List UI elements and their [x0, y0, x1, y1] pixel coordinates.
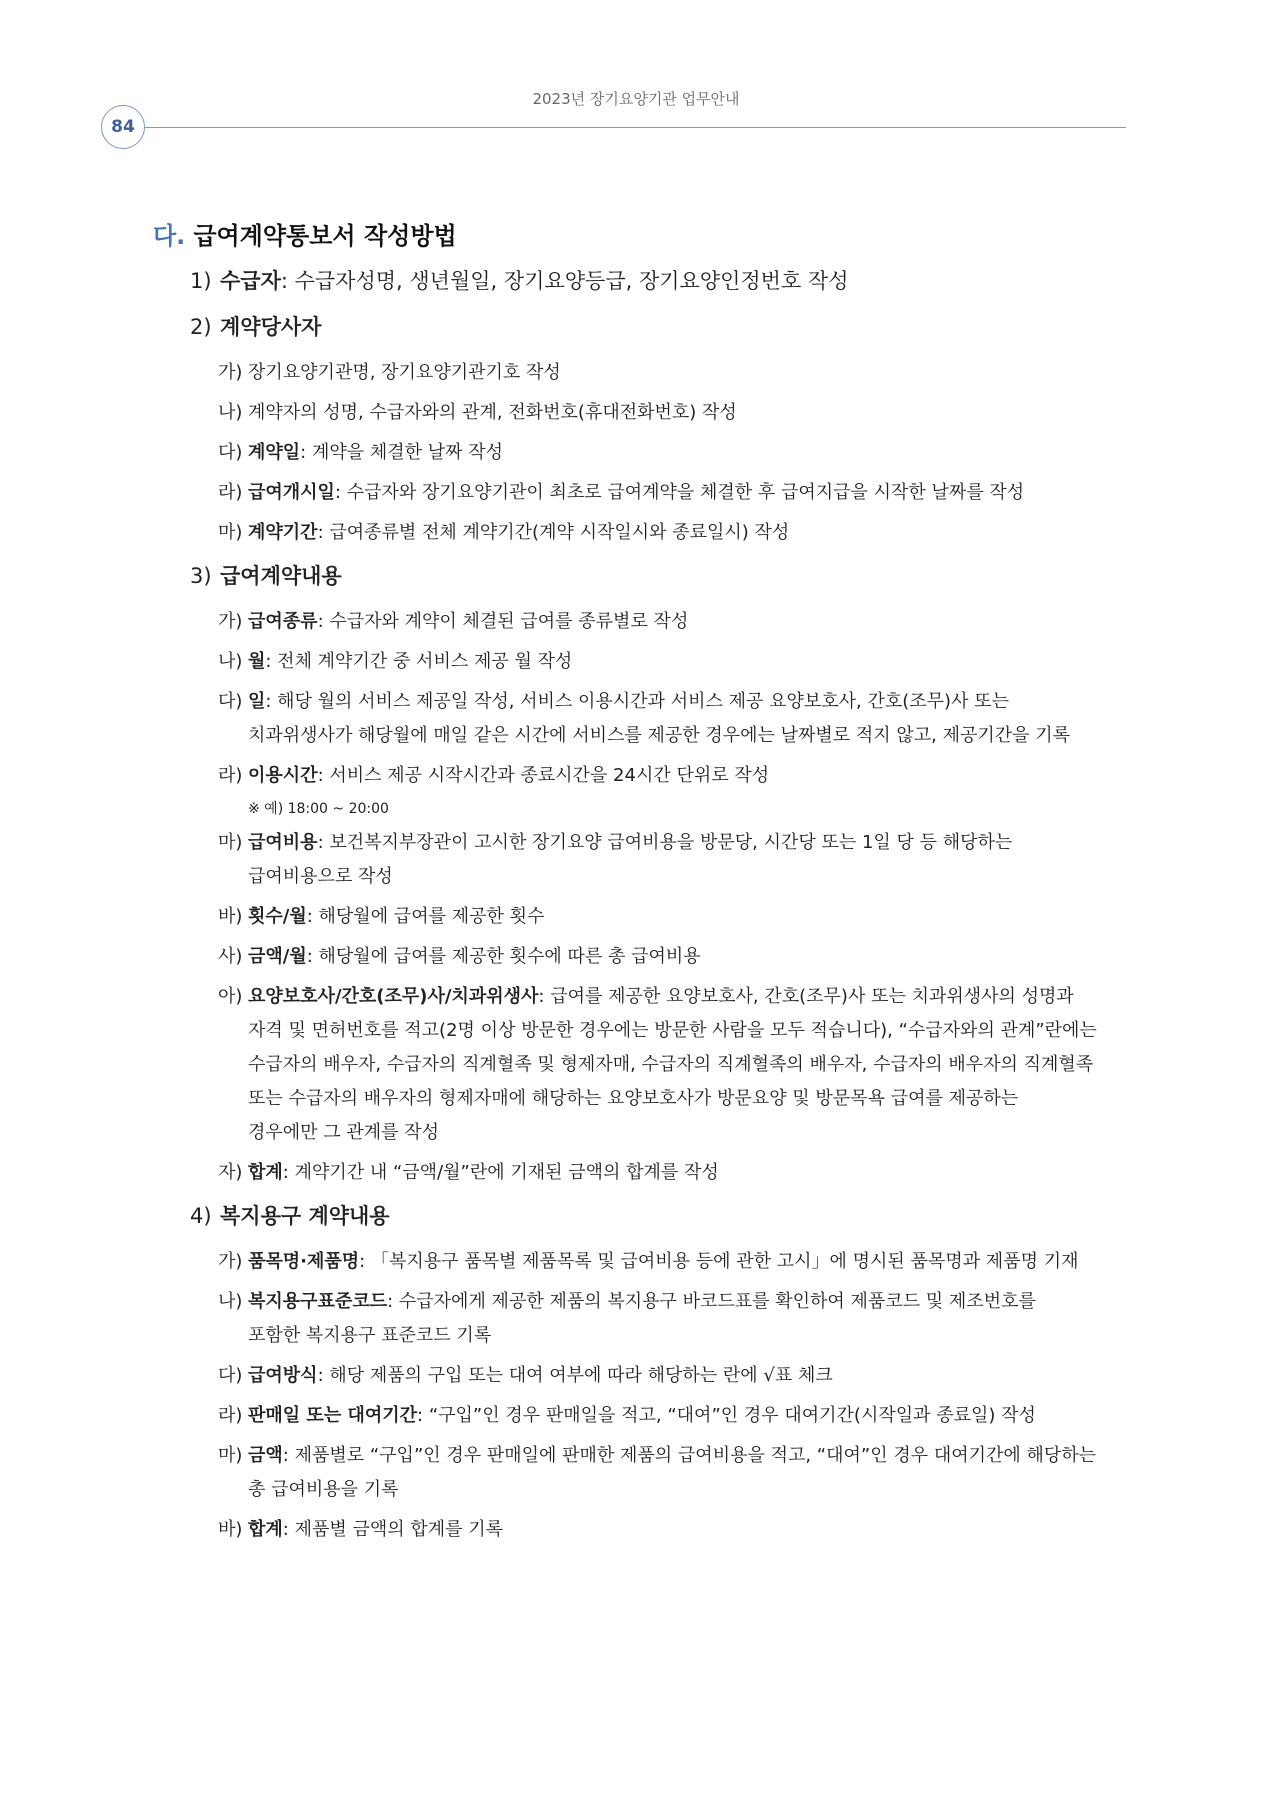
item-3-h-cont-4: 경우에만 그 관계를 작성	[248, 1122, 440, 1143]
item-3-d: 라) 이용시간: 서비스 제공 시작시간과 종료시간을 24시간 단위로 작성	[218, 765, 770, 786]
item-3-a: 가) 급여종류: 수급자와 계약이 체결된 급여를 종류별로 작성	[218, 611, 689, 632]
item-3-i: 자) 합계: 계약기간 내 “금액/월”란에 기재된 금액의 합계를 작성	[218, 1162, 719, 1183]
section-title: 급여계약통보서 작성방법	[193, 222, 457, 250]
item-3-h: 아) 요양보호사/간호(조무)사/치과위생사: 급여를 제공한 요양보호사, 간호(조무)사 또는 치과위생사의 성명과	[218, 986, 1074, 1007]
item-4-d: 라) 판매일 또는 대여기간: “구입”인 경우 판매일을 적고, “대여”인 경우 대여기간(시작일과 종료일) 작성	[218, 1405, 1036, 1426]
item-4: 4) 복지용구 계약내용	[190, 1204, 390, 1228]
page-number-badge: 84	[101, 105, 145, 149]
item-3-d-note: ※ 예) 18:00 ~ 20:00	[248, 801, 389, 817]
running-header-title: 2023년 장기요양기관 업무안내	[532, 90, 740, 108]
item-3-f: 바) 횟수/월: 해당월에 급여를 제공한 횟수	[218, 906, 545, 927]
item-2-e: 마) 계약기간: 급여종류별 전체 계약기간(계약 시작일시와 종료일시) 작성	[218, 522, 790, 543]
item-4-e-cont-1: 총 급여비용을 기록	[248, 1479, 399, 1500]
item-4-c: 다) 급여방식: 해당 제품의 구입 또는 대여 여부에 따라 해당하는 란에 √표 체크	[218, 1365, 833, 1386]
item-3-c: 다) 일: 해당 월의 서비스 제공일 작성, 서비스 이용시간과 서비스 제공 요양보호사, 간호(조무)사 또는	[218, 691, 1009, 712]
item-2: 2) 계약당사자	[190, 315, 322, 339]
item-3-b: 나) 월: 전체 계약기간 중 서비스 제공 월 작성	[218, 651, 573, 672]
section-marker: 다.	[153, 222, 186, 250]
item-2-b: 나) 계약자의 성명, 수급자와의 관계, 전화번호(휴대전화번호) 작성	[218, 402, 737, 423]
header-rule	[140, 127, 1126, 128]
item-3-h-cont-1: 자격 및 면허번호를 적고(2명 이상 방문한 경우에는 방문한 사람을 모두 적습니다), “수급자와의 관계”란에는	[248, 1020, 1097, 1041]
item-4-e: 마) 금액: 제품별로 “구입”인 경우 판매일에 판매한 제품의 급여비용을 적고, “대여”인 경우 대여기간에 해당하는	[218, 1445, 1097, 1466]
item-4-b: 나) 복지용구표준코드: 수급자에게 제공한 제품의 복지용구 바코드표를 확인하여 제품코드 및 제조번호를	[218, 1291, 1036, 1312]
item-3-h-cont-2: 수급자의 배우자, 수급자의 직계혈족 및 형제자매, 수급자의 직계혈족의 배우자, 수급자의 배우자의 직계혈족	[248, 1054, 1094, 1075]
item-3-c-cont-1: 치과위생사가 해당월에 매일 같은 시간에 서비스를 제공한 경우에는 날짜별로 적지 않고, 제공기간을 기록	[248, 725, 1071, 746]
item-4-b-cont-1: 포함한 복지용구 표준코드 기록	[248, 1325, 492, 1346]
section-heading	[153, 216, 457, 251]
item-3: 3) 급여계약내용	[190, 564, 342, 588]
item-3-g: 사) 금액/월: 해당월에 급여를 제공한 횟수에 따른 총 급여비용	[218, 946, 701, 967]
item-4-f: 바) 합계: 제품별 금액의 합계를 기록	[218, 1519, 503, 1540]
item-4-a: 가) 품목명·제품명: 「복지용구 품목별 제품목록 및 급여비용 등에 관한 고시」에 명시된 품목명과 제품명 기재	[218, 1251, 1079, 1272]
item-2-d: 라) 급여개시일: 수급자와 장기요양기관이 최초로 급여계약을 체결한 후 급여지급을 시작한 날짜를 작성	[218, 482, 1025, 503]
item-1: 1) 수급자: 수급자성명, 생년월일, 장기요양등급, 장기요양인정번호 작성	[190, 269, 849, 293]
item-3-e: 마) 급여비용: 보건복지부장관이 고시한 장기요양 급여비용을 방문당, 시간당 또는 1일 당 등 해당하는	[218, 832, 1013, 853]
item-3-h-cont-3: 또는 수급자의 배우자의 형제자매에 해당하는 요양보호사가 방문요양 및 방문목욕 급여를 제공하는	[248, 1088, 1019, 1109]
item-2-a: 가) 장기요양기관명, 장기요양기관기호 작성	[218, 362, 561, 383]
item-3-e-cont-1: 급여비용으로 작성	[248, 866, 393, 887]
item-2-c: 다) 계약일: 계약을 체결한 날짜 작성	[218, 442, 504, 463]
